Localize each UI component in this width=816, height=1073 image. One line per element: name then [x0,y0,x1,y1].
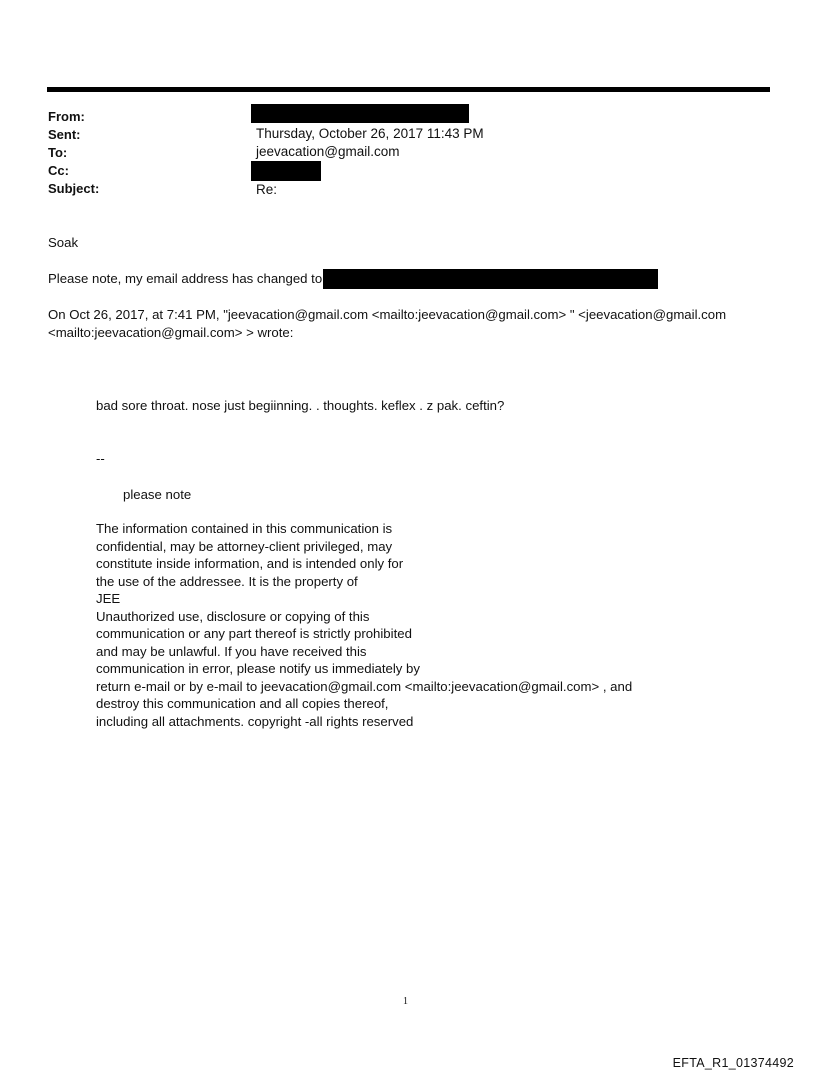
cc-redaction [251,161,321,181]
from-redaction [251,104,469,123]
to-label: To: [48,145,68,160]
to-value: jeevacation@gmail.com [256,144,400,159]
disclaimer-line: including all attachments. copyright -all rights reserved [96,713,414,729]
from-label: From: [48,109,85,124]
disclaimer-line: return e-mail or by e-mail to jeevacation@gmail.com <mailto:jeevacation@gmail.com> , and [96,678,633,694]
disclaimer-line: communication in error, please notify us immediately by [96,661,420,676]
disclaimer-line: JEE [96,591,121,606]
bates-stamp: EFTA_R1_01374492 [672,1056,794,1070]
please-note-line: please note [123,487,192,502]
disclaimer-line: the use of the addressee. It is the property of [96,573,358,589]
subject-label: Subject: [48,181,100,196]
disclaimer-line: The information contained in this communication is [96,521,393,536]
disclaimer-line: communication or any part thereof is strictly prohibited [96,626,412,641]
greeting: Soak [48,235,79,250]
quote-attribution-line-2: <mailto:jeevacation@gmail.com> > wrote: [48,325,294,340]
new-address-redaction [323,269,658,289]
subject-value: Re: [256,182,278,197]
page-number: 1 [403,996,408,1007]
cc-label: Cc: [48,163,69,178]
quoted-message: bad sore throat. nose just begiinning. . thoughts. keflex . z pak. ceftin? [96,398,505,413]
disclaimer-line: Unauthorized use, disclosure or copying of this [96,608,370,624]
sent-value: Thursday, October 26, 2017 11:43 PM [256,126,484,141]
sent-label: Sent: [48,127,81,142]
confidentiality-disclaimer [96,520,632,730]
signature-separator: -- [96,451,105,466]
address-change-notice: Please note, my email address has changed to [48,271,323,286]
header-rule [47,87,770,92]
disclaimer-line: confidential, may be attorney-client privileged, may [96,538,393,554]
quote-attribution-line-1: On Oct 26, 2017, at 7:41 PM, "jeevacation@gmail.com <mailto:jeevacation@gmail.com> " <jeevacation@gmail.com [48,307,727,322]
disclaimer-line: destroy this communication and all copies thereof, [96,696,389,711]
disclaimer-line: and may be unlawful. If you have received this [96,643,367,659]
disclaimer-line: constitute inside information, and is intended only for [96,556,404,571]
